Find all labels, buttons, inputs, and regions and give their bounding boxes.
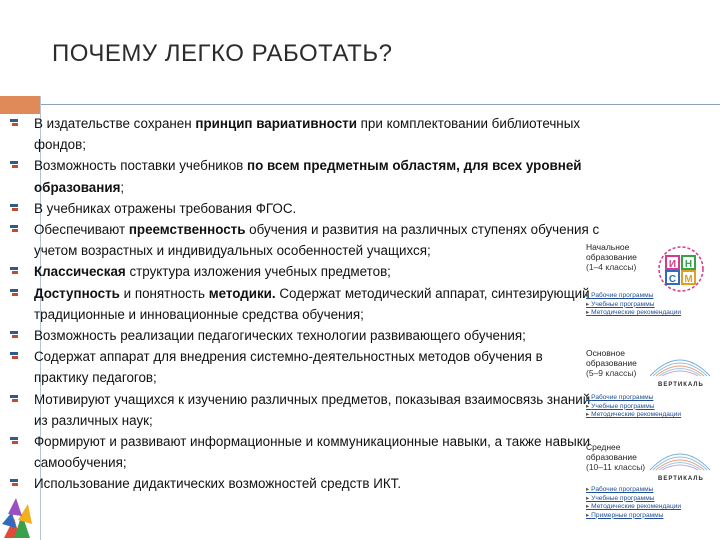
link-work-programs[interactable]: ▸ Рабочие программы <box>586 394 681 403</box>
bullet-text: В издательстве сохранен <box>34 116 196 131</box>
bullet-item <box>0 283 600 325</box>
bullet-item <box>0 431 600 473</box>
logo-letter: И <box>668 259 677 270</box>
bullet-text: Содержат аппарат для внедрения системно-деятельностных методов обучения в практику педагогов; <box>34 349 543 386</box>
brand-vertikal: ВЕРТИКАЛЬ <box>658 476 704 482</box>
bullet-marker-icon <box>10 289 18 297</box>
bullet-text: Содержат методический аппарат, синтезирующий традиционные и инновационные средства обучения; <box>34 285 590 322</box>
bullet-text: при комплектовании библиотечных фондов; <box>34 116 581 153</box>
bullet-item <box>0 198 600 219</box>
link-study-programs[interactable]: ▸ Учебные программы <box>586 495 681 504</box>
link-study-programs[interactable]: ▸ Учебные программы <box>586 301 681 310</box>
card-basic-education <box>586 348 716 438</box>
bullet-text: ; <box>120 179 125 195</box>
bullet-marker-icon <box>10 352 18 360</box>
bullet-item <box>0 155 600 197</box>
bullet-text: структура изложения учебных предметов; <box>125 264 391 280</box>
card-secondary-education <box>586 442 716 540</box>
link-work-programs[interactable]: ▸ Рабочие программы <box>586 292 681 301</box>
brand-vertikal: ВЕРТИКАЛЬ <box>658 382 704 388</box>
link-sample-programs[interactable]: ▸ Примерные программы <box>586 512 681 521</box>
logo-letter: М <box>684 274 693 285</box>
bullet-text: и понятность <box>119 285 209 301</box>
bullet-marker-icon <box>10 437 18 445</box>
bullet-text-bold: методики. <box>208 285 276 301</box>
bullet-marker-icon <box>10 395 18 403</box>
card-links <box>586 394 681 420</box>
link-method-recommendations[interactable]: ▸ Методические рекомендации <box>586 503 681 512</box>
insm-logo-icon <box>656 244 706 294</box>
card-label: Основное образование (5–9 классы) <box>586 348 637 378</box>
card-label: Среднее образование (10–11 классы) <box>586 442 646 472</box>
bullet-marker-icon <box>10 479 18 487</box>
bullet-text-bold: Классическая <box>34 264 126 280</box>
bullet-marker-icon <box>10 161 18 169</box>
education-levels-panel <box>586 242 716 540</box>
card-primary-education <box>586 242 716 340</box>
bullet-text: В учебниках отражены требования ФГОС. <box>34 200 297 216</box>
title-divider <box>40 104 720 105</box>
bullet-marker-icon <box>10 225 18 233</box>
link-work-programs[interactable]: ▸ Рабочие программы <box>586 486 681 495</box>
bullet-marker-icon <box>10 119 18 127</box>
bullet-item <box>0 113 600 155</box>
bullet-marker-icon <box>10 267 18 275</box>
bullet-item <box>0 325 600 346</box>
bullet-text: Использование дидактических возможностей средств ИКТ. <box>34 476 402 492</box>
bullet-item <box>0 261 600 282</box>
bullet-marker-icon <box>10 331 18 339</box>
bullet-text-bold: принцип вариативности <box>195 116 357 131</box>
bullet-text-bold: преемственность <box>128 222 246 238</box>
logo-letter: С <box>668 274 677 285</box>
card-links <box>586 486 681 520</box>
logo-letter: Н <box>684 259 693 270</box>
accent-block <box>0 96 40 114</box>
vertikal-logo-icon <box>648 348 712 380</box>
link-method-recommendations[interactable]: ▸ Методические рекомендации <box>586 309 681 318</box>
link-method-recommendations[interactable]: ▸ Методические рекомендации <box>586 411 681 420</box>
bullet-text-bold: Доступность <box>34 285 120 301</box>
card-label: Начальное образование (1–4 классы) <box>586 242 637 272</box>
bullet-text: Возможность поставки учебников <box>34 158 247 174</box>
vertikal-logo-icon <box>648 442 712 474</box>
bullet-text: Формируют и развивают информационные и коммуникационные навыки, а также навыки самообучения; <box>34 434 591 471</box>
bullet-marker-icon <box>10 204 18 212</box>
colorful-leaves-decoration-icon <box>0 494 34 540</box>
bullet-text: обучения и развития на различных ступенях обучения с учетом возрастных и индивидуальных особенностей учащихся; <box>34 222 600 259</box>
card-links <box>586 292 681 318</box>
bullet-text: Возможность реализации педагогических технологии развивающего обучения; <box>34 328 526 344</box>
feature-list <box>0 113 600 495</box>
bullet-item <box>0 389 600 431</box>
bullet-item <box>0 346 600 388</box>
bullet-text: Обеспечивают <box>34 222 129 238</box>
bullet-item <box>0 219 600 261</box>
bullet-item <box>0 473 600 494</box>
bullet-text-bold: по всем предметным областям, для всех уровней образования <box>34 158 582 195</box>
bullet-text: Мотивируют учащихся к изучению различных предметов, показывая взаимосвязь знаний из различных наук; <box>34 391 591 428</box>
link-study-programs[interactable]: ▸ Учебные программы <box>586 403 681 412</box>
slide-title: ПОЧЕМУ ЛЕГКО РАБОТАТЬ? <box>52 40 393 67</box>
